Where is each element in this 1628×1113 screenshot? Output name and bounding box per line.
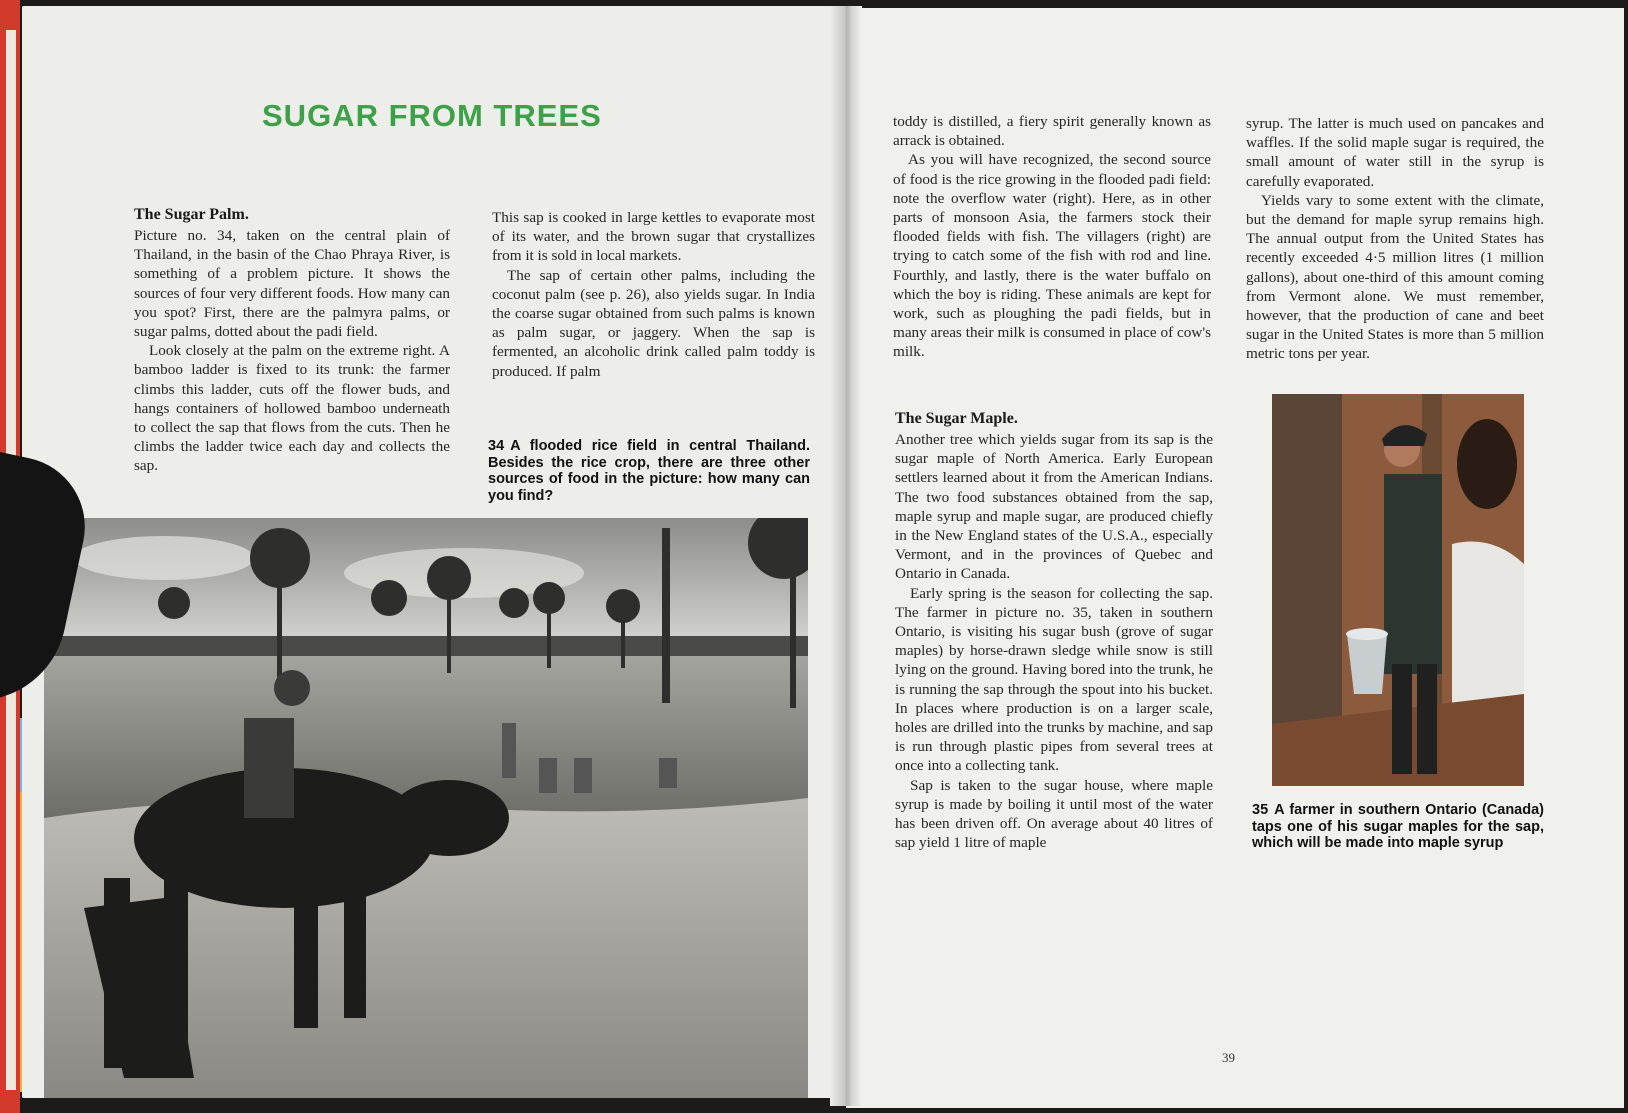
photo-caption-35 [1252, 802, 1544, 852]
rice-field-photo [44, 518, 808, 1098]
page-title: SUGAR FROM TREES [262, 98, 602, 133]
caption-number: 34 [488, 438, 505, 454]
paragraph: The sap of certain other palms, including the coconut palm (see p. 26), also yields sugar. In India the coarse sugar obtained from such palms is known as palm sugar, or jaggery. When the sap is fermented, an alcoholic drink called palm toddy is produced. If palm [492, 266, 815, 380]
right-page-column-1-top [893, 112, 1211, 362]
paragraph: As you will have recognized, the second source of food is the rice growing in the flooded padi field: note the overflow water (right). Here, as in other parts of monsoon Asia, the farmers stock their flooded fields with fish. The villagers (right) are trying to catch some of the fish with rod and line. Fourthly, and lastly, there is the water buffalo on which the boy is riding. These animals are kept for work, such as ploughing the padi fields, but in many areas their milk is consumed in place of cow's milk. [893, 151, 1211, 361]
caption-number: 35 [1252, 802, 1269, 818]
book-gutter [830, 6, 862, 1106]
caption-text: A farmer in southern Ontario (Canada) taps one of his sugar maples for the sap, which will be made into maple syrup [1252, 802, 1544, 851]
paragraph: Yields vary to some extent with the climate, but the demand for maple syrup remains high. The annual output from the United States has recently exceeded 4·5 million litres (1 million gallons), about one-third of this amount coming from Vermont alone. We must remember, however, that the production of cane and beet sugar in the United States is more than 5 million metric tons per year. [1246, 191, 1544, 363]
sugar-palm-column-left [134, 226, 450, 476]
sugar-maple-heading: The Sugar Maple. [895, 410, 1018, 427]
page-number: 39 [1222, 1050, 1235, 1065]
sugar-palm-column-right [492, 208, 815, 381]
paragraph: Early spring is the season for collecting the sap. The farmer in picture no. 35, taken in southern Ontario, is visiting his sugar bush (grove of sugar maples) by horse-drawn sledge while snow is still lying on the ground. Having bored into the trunk, he is running the sap through the spout into his bucket. In places where production is on a larger scale, holes are drilled into the trunks by machine, and sap is run through plastic pipes from several trees at once into a collecting tank. [895, 584, 1213, 775]
paragraph: Another tree which yields sugar from its sap is the sugar maple of North America. Early European settlers learned about it from the American Indians. The two food substances obtained from the sap, maple syrup and maple sugar, are produced chiefly in the New England states of the U.S.A., especially Vermont, and in the provinces of Quebec and Ontario in Canada. [895, 431, 1213, 583]
maple-tapping-photo [1272, 394, 1524, 786]
photo-caption-34 [488, 438, 810, 504]
paragraph: syrup. The latter is much used on pancakes and waffles. If the solid maple sugar is required, the small amount of water still in the syrup is carefully evaporated. [1246, 115, 1544, 190]
sugar-maple-column [895, 430, 1213, 852]
paragraph: Sap is taken to the sugar house, where maple syrup is made by boiling it until most of the water has been driven off. On average about 40 litres of sap yield 1 litre of maple [895, 776, 1213, 852]
paragraph: toddy is distilled, a fiery spirit generally known as arrack is obtained. [893, 113, 1211, 150]
paragraph: Look closely at the palm on the extreme right. A bamboo ladder is fixed to its trunk: the farmer climbs this ladder, cuts off the flower buds, and hangs containers of hollowed bamboo underneath to collect the sap that flows from the cuts. Then he climbs the ladder twice each day and collects the sap. [134, 342, 450, 475]
caption-text: A flooded rice field in central Thailand. Besides the rice crop, there are three other sources of food in the picture: how many can you find? [488, 438, 810, 504]
paragraph: This sap is cooked in large kettles to evaporate most of its water, and the brown sugar that crystallizes from it is sold in local markets. [492, 209, 815, 265]
sugar-palm-heading: The Sugar Palm. [134, 206, 249, 223]
right-page-column-2 [1246, 114, 1544, 364]
paragraph: Picture no. 34, taken on the central plain of Thailand, in the basin of the Chao Phraya River, is something of a problem picture. It shows the sources of four very different foods. How many can you spot? First, there are the palmyra palms, or sugar palms, dotted about the padi field. [134, 227, 450, 341]
